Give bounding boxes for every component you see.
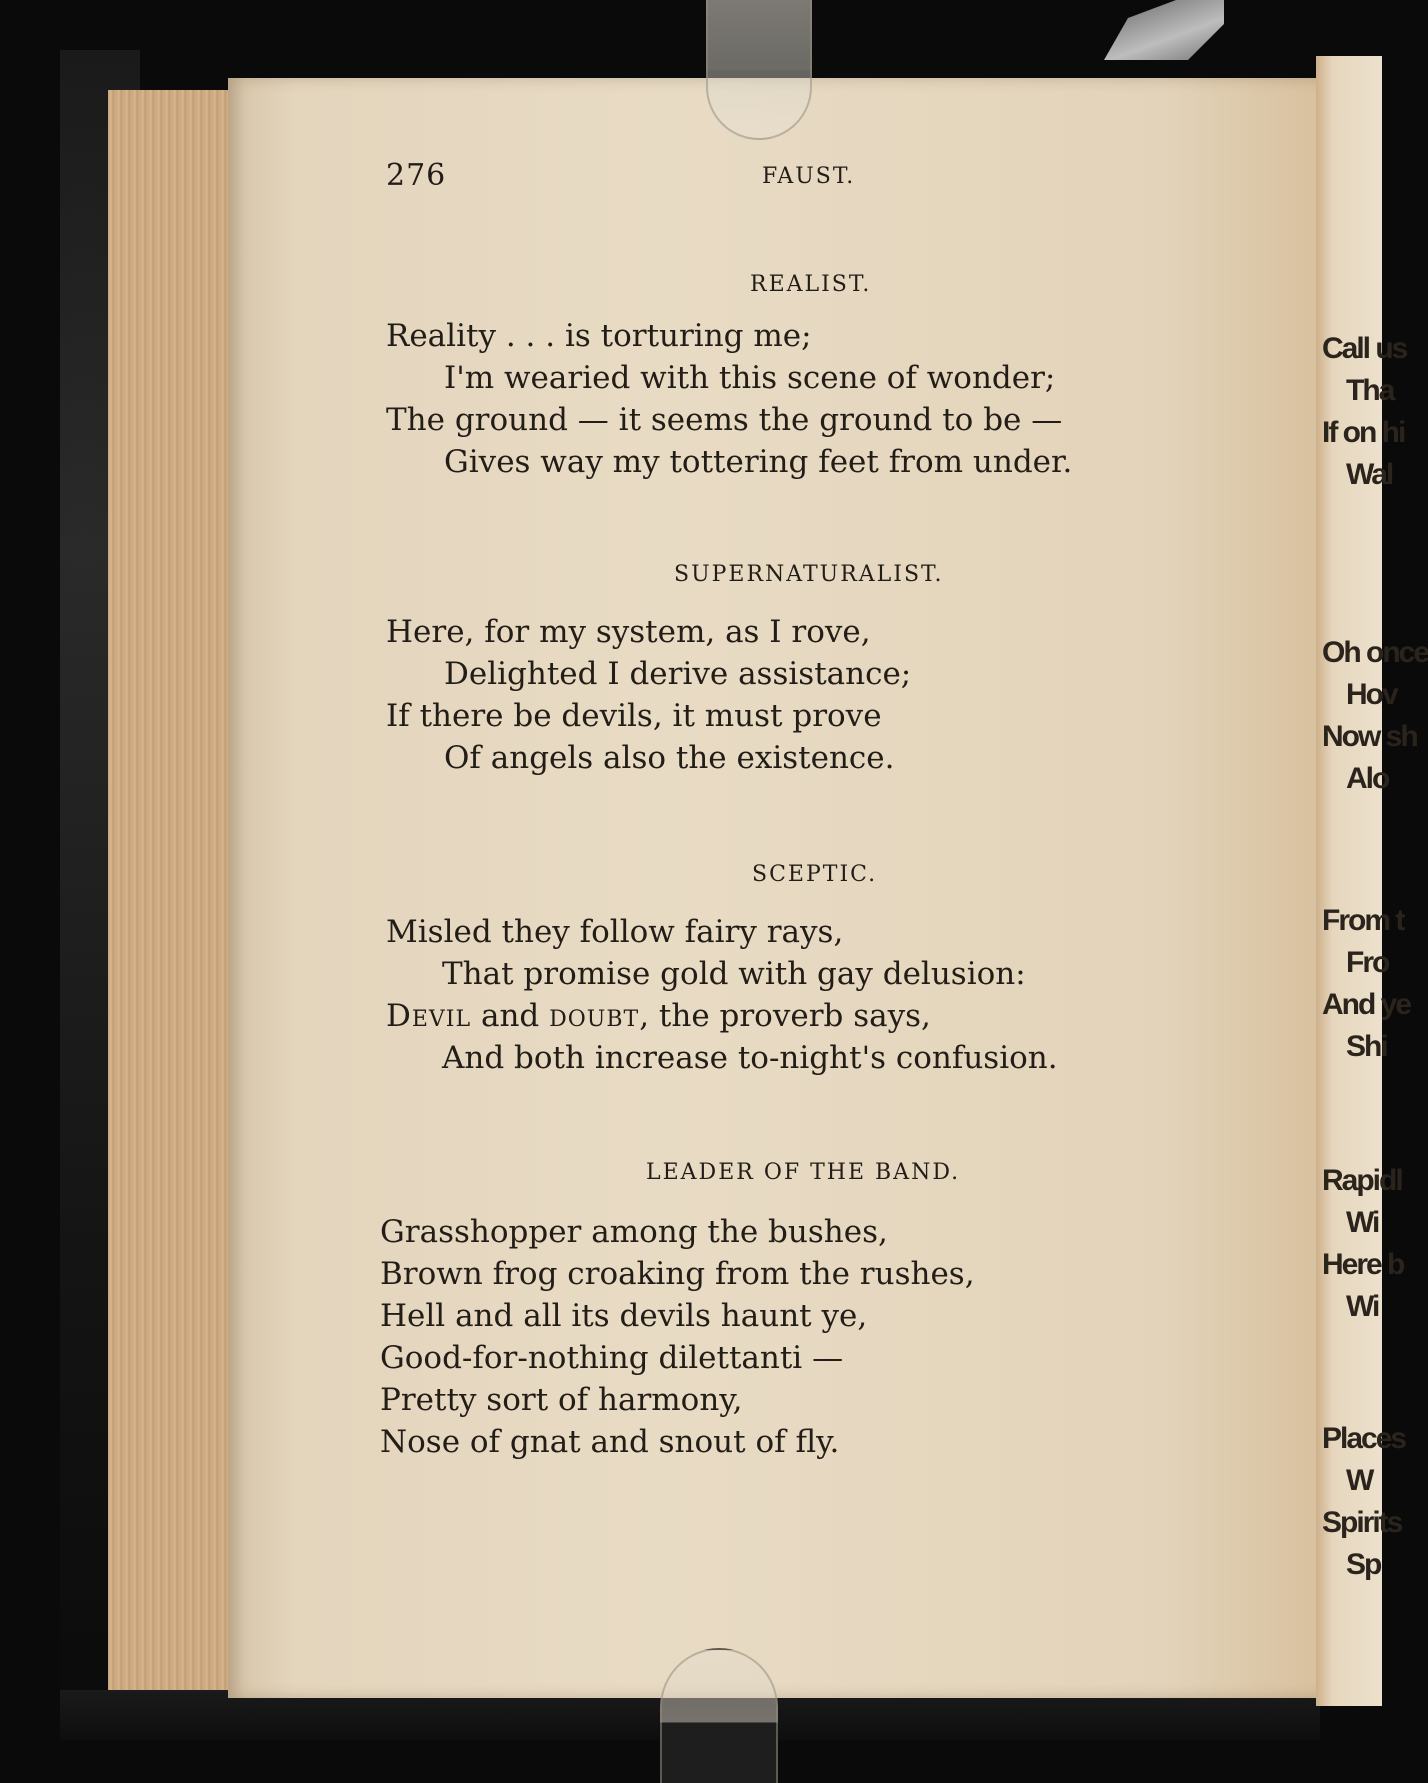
speaker-heading: SUPERNATURALIST. [674, 562, 944, 587]
verse-line: Gives way my tottering feet from under. [444, 444, 1073, 480]
top-clip [706, 0, 812, 140]
speaker-heading: REALIST. [750, 272, 872, 297]
right-fragment: And ye [1322, 988, 1411, 1021]
right-fragment: Sp [1346, 1548, 1381, 1581]
right-fragment: Oh once [1322, 636, 1428, 669]
verse-line [386, 998, 931, 1034]
page-number: 276 [386, 158, 447, 193]
verse-line: Good-for-nothing dilettanti — [380, 1340, 844, 1376]
page-stack-edge [108, 90, 230, 1690]
right-fragment: From t [1322, 904, 1404, 937]
right-fragment: Wi [1346, 1290, 1379, 1323]
verse-line: Grasshopper among the bushes, [380, 1214, 888, 1250]
bottom-clip [660, 1648, 778, 1783]
verse-line: Hell and all its devils haunt ye, [380, 1298, 868, 1334]
verse-line: Of angels also the existence. [444, 740, 895, 776]
right-fragment: Hov [1346, 678, 1397, 711]
verse-line: Pretty sort of harmony, [380, 1382, 743, 1418]
verse-line: Reality . . . is torturing me; [386, 318, 812, 354]
right-fragment: Wal [1346, 458, 1393, 491]
running-head: FAUST. [762, 164, 856, 189]
verse-line: Delighted I derive assistance; [444, 656, 912, 692]
right-fragment: Call us [1322, 332, 1407, 365]
verse-word: and [480, 998, 540, 1034]
verse-line: Here, for my system, as I rove, [386, 614, 871, 650]
small-caps-word: Devil [386, 998, 472, 1034]
right-fragment: Spirits [1322, 1506, 1402, 1539]
speaker-heading: SCEPTIC. [752, 862, 878, 887]
corner-clip [1104, 0, 1224, 60]
right-fragment: Rapidl [1322, 1164, 1402, 1197]
right-fragment: Here b [1322, 1248, 1404, 1281]
right-fragment: Wi [1346, 1206, 1379, 1239]
right-fragment: Tha [1346, 374, 1394, 407]
right-fragment: If on hi [1322, 416, 1405, 449]
verse-line: That promise gold with gay delusion: [442, 956, 1026, 992]
right-fragment: Fro [1346, 946, 1389, 979]
speaker-heading: LEADER OF THE BAND. [646, 1160, 961, 1185]
right-fragment: Alo [1346, 762, 1389, 795]
verse-line: The ground — it seems the ground to be — [386, 402, 1063, 438]
verse-line: If there be devils, it must prove [386, 698, 882, 734]
right-fragment: W [1346, 1464, 1373, 1497]
verse-fragment: , the proverb says, [639, 998, 931, 1034]
right-page-edge [1316, 56, 1428, 1706]
verse-line: Brown frog croaking from the rushes, [380, 1256, 975, 1292]
verse-line: I'm wearied with this scene of wonder; [444, 360, 1056, 396]
small-caps-word: doubt [549, 998, 640, 1034]
verse-line: And both increase to-night's confusion. [442, 1040, 1058, 1076]
right-fragment: Now sh [1322, 720, 1417, 753]
verse-line: Nose of gnat and snout of fly. [380, 1424, 840, 1460]
verse-line: Misled they follow fairy rays, [386, 914, 844, 950]
right-fragment: Places [1322, 1422, 1406, 1455]
right-fragment: Shi [1346, 1030, 1387, 1063]
